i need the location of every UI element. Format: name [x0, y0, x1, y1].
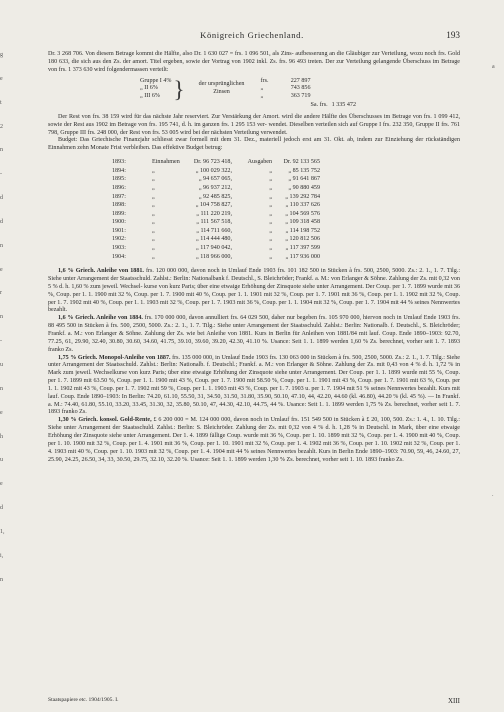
text-line: 1. 1. 1899 wurde mit 55 %, Coup. per 1. 7. 1899 mit 63.50 %, Coup. per 1. 1. 1900 mit 43 %, [48, 370, 460, 385]
income-value: „ 104 758 827, [195, 202, 232, 209]
currency: frs. [260, 77, 269, 84]
expense-label: „ [269, 210, 272, 217]
total-label: Sa. frs. [310, 102, 328, 109]
description-line: der ursprünglichen [198, 81, 245, 88]
text-line: jedoch erst am 31. Okt. ab, indem zur Einziehung der rückständigen Einnahmen zehn Monate [48, 137, 460, 152]
income-label: „ [152, 167, 155, 174]
group-label: „ III 6% [140, 93, 160, 100]
currency: „ [260, 93, 264, 100]
description-line: Zinsen [213, 89, 230, 96]
text-line: Staatsschuld. Zahlst.: Berlin: S. Bleichröder. Zahlung der Zs. mit 0,32 von 4 % d. h. 1,28 % in [122, 425, 365, 432]
budget-row [112, 159, 460, 168]
income-label: „ [152, 236, 155, 243]
expense-label: „ [269, 245, 272, 252]
budget-year: 1904: [112, 253, 126, 260]
budget-row [112, 194, 460, 203]
group-description [187, 81, 257, 97]
budget-year: 1894: [112, 167, 126, 174]
income-value: „ 117 940 042, [196, 245, 232, 252]
expense-value: „ 110 337 626 [285, 202, 320, 209]
text-line: 1. 4. 1899 fällige Coup. wurde mit 36 %, Coup. per 1. 10. 1899 mit 32 %, Coup. per 1. 4. 1900 [183, 432, 418, 439]
text-line: der Staatsschuld. Zahlst.: Berlin: Nationalb. f. Deutschl.; Frankf. a. M.: von Erlanger & Söhne. [96, 362, 334, 369]
margin-fragment: 1, [0, 528, 5, 535]
budget-row [112, 254, 460, 263]
amount: 363 719 [290, 93, 311, 100]
text-line: der Zs. wie bei Anleihe von 1881. Kurs in Berlin für Anleihen von 1881/84 mit lauf. Coup. [166, 331, 397, 337]
income-label: „ [152, 184, 155, 191]
margin-fragment: e [0, 75, 3, 82]
page-footer [48, 697, 460, 707]
income-label: „ [152, 245, 155, 252]
income-value: Dr. 96 723 418, [193, 159, 232, 166]
text-line: 30.50, 29.75, 32.10, 32.20 %. Usance: Seit 1. 1. 1899 werden 1,30 % Zs. berechnet, vorher seit [116, 456, 349, 463]
income-value: „ 94 657 065, [198, 176, 232, 183]
budget-row [112, 176, 460, 185]
budget-year: 1900: [112, 219, 126, 226]
page-header [0, 30, 504, 42]
expense-value: „ 117 936 000 [285, 253, 320, 260]
text-line: 1. 10. 1893 franko Zs. [349, 456, 404, 463]
budget-year: 1895: [112, 176, 126, 183]
expense-label: „ [269, 219, 272, 226]
text-line: Dr. 3 268 706. Von diesem Betrage kommt die Hälfte, also Dr. 1 630 027 = frs. 1 096 501, als Zins- [48, 51, 294, 57]
income-label: „ [152, 219, 155, 226]
expense-value: „ 114 198 752 [285, 227, 320, 234]
margin-fragment: - [0, 338, 2, 345]
budget-row [112, 211, 460, 220]
loan-section [48, 355, 460, 418]
text-line: Frist verbleiben. Das effektive Budget betrug: [110, 145, 223, 152]
income-value: „ 92 485 825, [198, 193, 232, 200]
text-line: wendet. Dieselben verteilen sich auf Gruppe I frs. 232 350, Gruppe II frs. 761 798, Gruppe III [48, 121, 460, 136]
loan-section [48, 417, 460, 464]
text-line: frs. 151 549 500 in Stücken à £ 20, 100, 500. Zs.: 1. 4., 1. 10. Tilg.: Siehe unter Arrangement der [48, 417, 461, 432]
text-line: Coup. per 1. 1. 1902 mit 43 %, Coup. per 1. 7. 1902 mit 59 %, Coup. per 1. 1. 1903 mit [48, 378, 460, 392]
margin-fragment: e [0, 481, 3, 488]
text-line: Deutschl. in Mark, über eine etwaige Erhöhung der Zinsquote siehe unter Arrangement. Der [48, 425, 460, 439]
text-line: Amort. wird die andere Hälfte des Überschusses im Betrage von frs. 1 099 412, sowie der [48, 113, 461, 128]
text-line: Rest aus 1902 im Betrage von frs. 195 741, d. h. im ganzen frs. 1 295 153 ver- [73, 121, 267, 128]
text-line: frs. 170 000 000, davon annulliert frs. 64 029 500, daher [142, 315, 286, 322]
income-value: „ 96 937 212, [198, 184, 232, 191]
income-value: „ 111 567 518, [196, 219, 232, 226]
currency: „ [260, 85, 264, 92]
footer-left: Staatspapiere etc. 1904/1905. I. [48, 697, 119, 703]
margin-fragment: d [0, 218, 3, 225]
loan-heading: 1,75 % Griech. Monopol-Anleihe von 1887. [58, 354, 171, 361]
margin-fragment: d [0, 505, 3, 512]
text-line: Zs. der amort. Titel ergeben, sowie der Vortrag von 1902 inkl. Zs. frs. 96 493 treten. Der zur [113, 58, 345, 65]
expense-label: „ [269, 236, 272, 243]
paragraph-budget-intro [48, 137, 460, 153]
paragraph-remainder [48, 114, 460, 138]
text-line: bezahlt. Kurs in Berlin Ende 1890–1903: 70.90, 59, 46, 24.60, 27, 25.90, 24.25, 26.50, 34, 33, [48, 448, 461, 463]
text-line: 40 %, Coup. per 1. 1. 1901 mit 32 %, Coup. per 1. 7. 1901 mit 36 %, Coup. per 1. 1. 1902 mit [195, 291, 428, 298]
text-line: mit 32 %, Coup. per 1. 4. 1902 mit 36 %, Coup. per 1. 10. 1902 mit 32 %, Coup. per 1. 4. 1903 [48, 440, 460, 455]
text-line: frs. 248 000, der Rest von frs. 53 005 wird bei der nächsten Verteilung verwendet. [87, 129, 288, 136]
expense-value: „ 85 135 752 [288, 167, 320, 174]
text-line: von Erlanger & Söhne. Zahlung der Zs. mit 0,32 von 5 % d. h. 1,60 % zum jeweil. Wechsel- [48, 276, 460, 290]
budget-row [112, 245, 460, 254]
income-value: „ 118 966 000, [196, 253, 232, 260]
left-margin-fragments [0, 0, 12, 584]
loan-sections [48, 268, 460, 464]
margin-fragment: . [492, 491, 494, 498]
budget-year: 1899: [112, 210, 126, 217]
text-line: 43 %, Coup. per 1. 7. 1903 u. per 1. 7. 1904 mit 51 % seines Nennwertes bezahlt. Kurs mit [237, 385, 460, 392]
expense-label: Ausgaben [247, 159, 272, 166]
text-line: £ 6 200 000 = M. 124 000 000, davon noch in Umlauf [151, 417, 290, 424]
expense-value: „ 139 292 784 [285, 193, 320, 200]
text-line: frs. 101 182 500 in Stücken à frs. 500, 2500, 5000. Zs.: 2. 1., 1. 7. Tilg.: Siehe unter Arrangement [48, 268, 461, 283]
text-line: der Staatsschuld. Zahlst.: Berlin: Nationalbank f. Deutschl., S. Bleichröder; Frankf. a. M.: [110, 276, 330, 283]
budget-row [112, 236, 460, 245]
amount-column [275, 78, 311, 102]
budget-table [112, 159, 460, 262]
margin-fragment: n [0, 314, 3, 321]
text-line: 36 %, Coup. per 1. 1. 1904 mit 32 %, Coup. per 1. 7. 1904 mit 44 % seines Nennwertes bezahlt. [48, 299, 460, 314]
loan-heading: 1,6 % Griech. Anleihe von 1881. [58, 268, 144, 275]
text-line: mit 40 %, Coup. per 1. 10. 1900 mit 32 %, Coup. per 1. 4. 1901 mit 36 %, Coup. per 1. 10. 1901 [48, 432, 461, 447]
income-value: „ 114 711 660, [196, 227, 232, 234]
expense-value: „ 91 641 867 [288, 176, 320, 183]
amount: 227 897 [290, 77, 311, 84]
running-title: Königreich Griechenland. [200, 30, 304, 40]
income-label: „ [152, 227, 155, 234]
currency-column [261, 78, 269, 102]
margin-fragment: r [0, 290, 2, 297]
group-label: Gruppe I 4% [140, 77, 172, 84]
right-margin-fragments [492, 0, 504, 500]
text-line: 44, 42.20, 44.60 (kl. 46.80), 44.20 % (kl. 45 %). — In Frankf. a. M.: 74.40, 61.80, 55.10, 33.20, 33.45, 31.30, [48, 393, 460, 408]
budget-row [112, 185, 460, 194]
budget-row [112, 228, 460, 237]
text-line: Paris; über eine etwaige Erhöhung der Zinsquote siehe unter Arrangement. Der Coup. per [152, 370, 374, 377]
margin-fragment: - [0, 171, 2, 178]
expense-value: „ 104 569 576 [285, 210, 320, 217]
income-value: „ 111 220 219, [196, 210, 232, 217]
expense-label: „ [269, 184, 272, 191]
margin-fragment: u [0, 457, 3, 464]
budget-year: 1893: [112, 159, 126, 166]
text-line: Zahlung der Zs. mit 0,43 von 4 % d. h. 1,72 % in Mark zum jeweil. Wechselkurse von kurz [48, 362, 460, 377]
margin-fragment: n [0, 576, 3, 583]
margin-fragment: h [0, 433, 3, 440]
text-line: kurse von kurz Paris; über eine etwaige Erhöhung der Zinsquote siehe unter Arrangement. Der [144, 283, 375, 290]
intro-paragraph [48, 51, 460, 75]
expense-value: Dr. 92 133 565 [283, 159, 320, 166]
expense-label: „ [269, 227, 272, 234]
text-line: Berlin: Nationalb. f. Deutschl., S. Bleichröder; Frankf. a. M.: von Erlanger & Söhne. Zahlung [48, 323, 460, 337]
text-line: 32 %, Coup. per 1. 7. 1902 mit 40 %, Coup. per 1. 1. 1903 mit 32 %, Coup. per 1. 7. 1903 mit [48, 291, 461, 306]
budget-year: 1901: [112, 227, 126, 234]
income-value: „ 100 029 322, [195, 167, 232, 174]
amount: 743 856 [290, 85, 311, 92]
text-line: Verteilung gelangende Überschuss im Betrage von frs. 1 373 630 wird folgendermassen verteilt: [48, 58, 461, 73]
margin-fragment: d [0, 195, 3, 202]
budget-year: 1897: [112, 193, 126, 200]
margin-fragment: 2 [0, 123, 3, 130]
income-label: „ [152, 202, 155, 209]
margin-fragment: e [0, 409, 3, 416]
curly-brace: } [173, 76, 185, 102]
margin-fragment: n [0, 385, 3, 392]
footer-signature: XIII [447, 697, 460, 705]
loan-heading: 1,30 % Griech. konsol. Gold-Rente, [58, 417, 152, 424]
text-line: frs. 120 000 000, davon noch in Umlauf Ende 1903 [143, 268, 276, 275]
text-line: 32, 35.80, 50.10, 47, 44.30, 42.10, 44.75, 44 %. Usance: Seit 1. 1. 1899 werden 1,75 % Zs. berechnet, [166, 401, 420, 408]
margin-fragment: n [0, 242, 3, 249]
income-label: „ [152, 253, 155, 260]
margin-fragment: g [0, 52, 3, 58]
text-line: nur begeben frs. 105 970 000, hiervon noch in Umlauf Ende 1903 frs. 88 495 500 in Stücken [48, 315, 460, 330]
text-line: mit 40 %, Coup. per 1. 10. 1903 mit 32 %, Coup. per 1. 4. 1904 mit 44 % seines Nennwertes [68, 448, 297, 455]
text-line: Coup. per 1. 7. 1900 mit 58.50 %, Coup. per 1. 1. 1901 mit 43 %, Coup. per 1. 7. 1901 mit 63 %, [194, 378, 435, 385]
total-value: 1 335 472 [331, 102, 356, 109]
expense-value: „ 90 880 459 [288, 184, 320, 191]
group-label: „ II 6% [140, 85, 158, 92]
text-line: Der Rest von frs. 38 159 wird für das nächste Jahr reserviert. Zur Verstärkung der [58, 113, 261, 120]
expense-label: „ [269, 176, 272, 183]
income-label: „ [152, 210, 155, 217]
budget-year: 1896: [112, 184, 126, 191]
margin-fragment: a [492, 64, 495, 70]
loan-heading: 1,6 % Griech. Anleihe von 1884. [58, 315, 143, 322]
text-line: Ende 1890–1903: 92.70, 77.25, 61, 29.90, 32.40, 30.80, 30.60, 34.60, 41.75, 39.10, 39.60, 39.20, [48, 331, 460, 345]
income-label: „ [152, 193, 155, 200]
text-line: lauf. Coup. Ende 1890–1903: In Berlin: 74.20, 61.10, 55.50, 31, 34.50, 31.50, 31.80, 35.90, 50.10, 47.10, [48, 393, 307, 400]
group-distribution [140, 78, 460, 102]
budget-year: 1902: [112, 236, 126, 243]
text-line: Coup. per 1. 7. 1899 wurde mit 36 %, Coup. per 1. 1. 1900 mit 32 %, Coup. per 1. 7. 1900 mit [48, 283, 461, 298]
loan-section [48, 315, 460, 354]
text-line: frs. 130 063 000 in Stücken à frs. 500, 2500, 5000. Zs.: 2. 1., 1. 7. Tilg.: Siehe unter Arrangement [48, 354, 460, 369]
budget-row [112, 219, 460, 228]
income-label: „ [152, 176, 155, 183]
margin-fragment: u [0, 361, 3, 368]
expense-label: „ [269, 202, 272, 209]
income-label: Einnahmen [152, 159, 180, 166]
loan-section [48, 268, 460, 315]
expense-label: „ [269, 193, 272, 200]
margin-fragment: t [0, 99, 2, 106]
text-line: vorher seit 1. 7. 1893 franko Zs. [48, 401, 461, 416]
budget-year: 1903: [112, 245, 126, 252]
expense-value: „ 109 318 458 [285, 219, 320, 226]
text-line: aufbesserung an die Gläubiger zur Verteilung, wozu noch frs. Gold 180 633, die sich aus den [48, 51, 460, 65]
expense-label: „ [269, 253, 272, 260]
text-line: frs. 135 000 000, in Umlauf Ende 1903 [170, 354, 268, 361]
expense-value: „ 117 397 599 [285, 245, 320, 252]
budget-row [112, 168, 460, 177]
margin-fragment: n [0, 147, 3, 154]
income-value: „ 114 444 480, [196, 236, 232, 243]
text-line: Budget: Das Griechische Finanzjahr schliesst zwar formell mit dem 31. Dez., materiell [58, 137, 282, 144]
group-total [48, 102, 460, 110]
expense-label: „ [269, 167, 272, 174]
text-line: à frs. 500, 2500, 5000. Zs.: 2. 1., 1. 7. Tilg.: Siehe unter Arrangement der Staatsschuld. Zahlst.: [106, 323, 343, 330]
text-line: 42.30, 41.10 %. Usance: Seit 1. 1. 1899 werden 1,60 % Zs. berechnet, vorher seit 1. 7. 1893 franko Zs. [48, 338, 461, 353]
page-number: 193 [446, 30, 460, 40]
margin-fragment: e [0, 266, 3, 273]
group-labels [140, 78, 171, 102]
expense-value: „ 120 812 506 [285, 236, 320, 243]
page-body [48, 51, 460, 464]
budget-year: 1898: [112, 202, 126, 209]
margin-fragment: i, [0, 552, 4, 559]
budget-row [112, 202, 460, 211]
